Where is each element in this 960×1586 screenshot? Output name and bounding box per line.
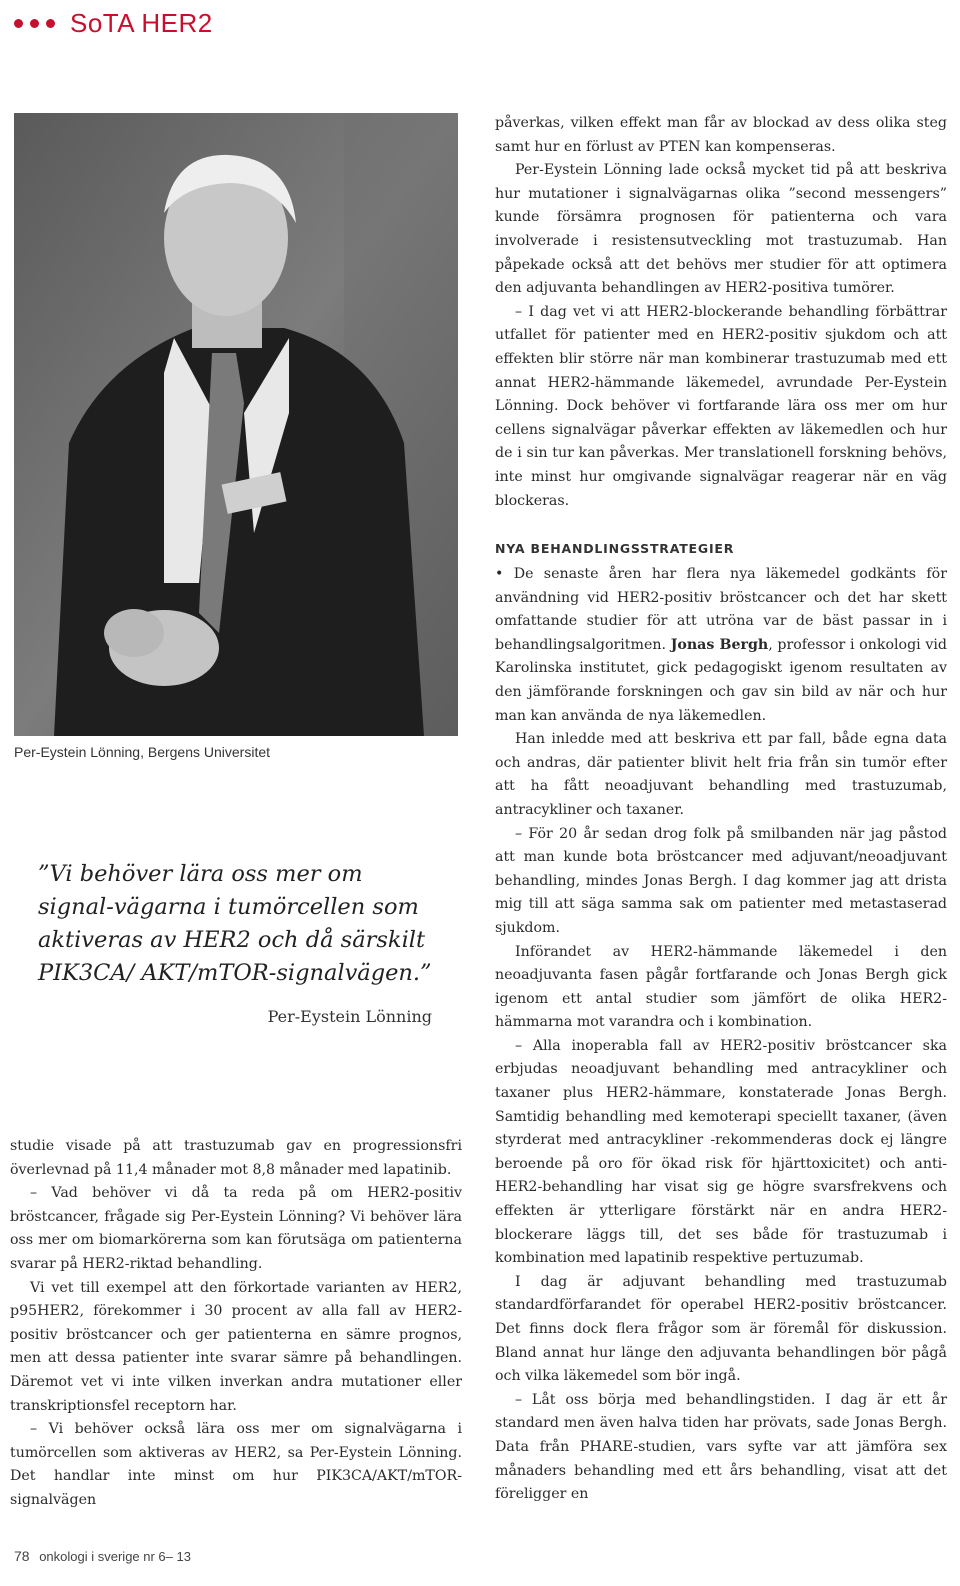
paragraph: – Låt oss börja med behandlingstiden. I dag är ett år standard men även halva tiden har prövats, sade Jonas Bergh. Data från PHARE-studien, vars syfte var att jämföra sex månaders behandling med ett års behandling, visat att det föreligger en: [495, 1391, 947, 1503]
right-article-column-top: [495, 112, 947, 513]
publication-name: onkologi i sverige nr 6– 13: [39, 1549, 191, 1564]
section-subheading: NYA BEHANDLINGSSTRATEGIER: [495, 541, 735, 556]
right-article-column-bottom: [495, 563, 947, 1507]
paragraph: I dag är adjuvant behandling med trastuzumab standardförfarandet för operabel HER2-positiv bröstcancer. Det finns dock flera frågor som är föremål för diskussion. Bland annat hur länge den adjuvanta behandlingen bör pågå och vilka läkemedel som bör ingå.: [495, 1273, 947, 1385]
paragraph: studie visade på att trastuzumab gav en progressionsfri överlevnad på 11,4 månader mot 8,8 månader med lapatinib.: [10, 1138, 462, 1178]
section-title: SoTA HER2: [70, 7, 213, 38]
paragraph: Han inledde med att beskriva ett par fall, både egna data och andras, där patienter blivit helt fria från sin tumör efter att ha fått neoadjuvant behandling med trastuzumab, antracykliner och taxaner.: [495, 731, 947, 818]
left-article-column: [10, 1135, 462, 1513]
paragraph-lead: • De senaste åren har flera nya läkemedel godkänts för användning vid HER2-positiv bröstcancer och det har skett omfattande studier för att utröna var de bäst passar in i behandlingsalgoritmen.: [495, 566, 947, 653]
page-footer: [14, 1548, 191, 1564]
paragraph: – För 20 år sedan drog folk på smilbanden när jag påstod att man kunde bota bröstcancer med adjuvant/neoadjuvant behandling, mindes Jonas Bergh. I dag kommer jag att drista mig till att säga samma sak om patienter med metastaserad sjukdom.: [495, 825, 947, 936]
paragraph-rest: , professor i onkologi vid Karolinska institutet, gick pedagogiskt igenom resultaten av den jämförande forskningen och gav sin bild av när och hur man kan använda de nya läkemedlen.: [495, 636, 947, 724]
bullet-dot-icon: [14, 19, 23, 28]
bullet-dot-icon: [46, 19, 55, 28]
page-number: 78: [14, 1548, 30, 1564]
section-header: [14, 8, 213, 38]
pull-quote: ”Vi behöver lära oss mer om signal-vägarna i tumörcellen som aktiveras av HER2 och då särskilt PIK3CA/ AKT/mTOR-signalvägen.”: [38, 861, 432, 986]
portrait-photo: [14, 113, 458, 736]
paragraph: Per-Eystein Lönning lade också mycket tid på att beskriva hur mutationer i signalvägarnas olika ”second messengers” kunde försämra prognosen för patienterna och vara involverade i resistensutveckling mot trastuzumab. Han påpekade också att det behövs mer studier för att optimera den adjuvanta behandlingen av HER2-positiva tumörer.: [495, 162, 947, 297]
photo-caption: Per-Eystein Lönning, Bergens Universitet: [14, 744, 271, 760]
portrait-photo-icon: [14, 113, 458, 736]
paragraph: Införandet av HER2-hämmande läkemedel i den neoadjuvanta fasen pågår fortfarande och Jonas Bergh gick igenom ett antal studier som jämfört de olika HER2-hämmarna mot varandra och i kombination.: [495, 943, 947, 1031]
paragraph: Vi vet till exempel att den förkortade varianten av HER2, p95HER2, förekommer i 30 procent av alla fall av HER2-positiv bröstcancer och ger patienterna en sämre prognos, men att dessa patienter inte svarar sämre på behandlingen. Däremot vet vi inte vilken inverkan andra mutationer eller transkriptionsfel receptorn har.: [10, 1279, 462, 1414]
bullet-dot-icon: [30, 19, 39, 28]
paragraph: – Alla inoperabla fall av HER2-positiv bröstcancer ska erbjudas neoadjuvant behandling med antracykliner och taxaner plus HER2-hämmare, konstaterade Jonas Bergh. Samtidig behandling med kemoterapi speciellt taxaner, (även styrderat med antracykliner -rekommenderas dock ej längre beroende på oro för ökad risk för hjärttoxicitet) och anti-HER2-behandling har visat sig ge högre svarsfrekvens och effekten är ytterligare förstärkt när en andra HER2-blockerare läggs till, det ses både för trastuzumab i kombination med lapatinib respektive pertuzumab.: [495, 1037, 947, 1267]
pull-quote-author: Per-Eystein Lönning: [267, 1007, 432, 1026]
paragraph: påverkas, vilken effekt man får av blockad av dess olika steg samt hur en förlust av PTEN kan kompenseras.: [495, 115, 947, 155]
person-name: Jonas Bergh: [670, 636, 769, 653]
paragraph: [495, 563, 947, 728]
paragraph: – Vi behöver också lära oss mer om signalvägarna i tumörcellen som aktiveras av HER2, sa Per-Eystein Lönning. Det handlar inte minst om hur PIK3CA/AKT/mTOR-signalvägen: [10, 1421, 462, 1508]
paragraph: – Vad behöver vi då ta reda på om HER2-positiv bröstcancer, frågade sig Per-Eystein Lönning? Vi behöver lära oss mer om biomarkörerna som kan förutsäga om patienterna svarar på HER2-riktad behandling.: [10, 1185, 462, 1272]
paragraph: – I dag vet vi att HER2-blockerande behandling förbättrar utfallet för patienter med en HER2-positiv sjukdom och att effekten blir större när man kombinerar trastuzumab med ett annat HER2-hämmande läkemedel, avrundade Per-Eystein Lönning. Dock behöver vi fortfarande lära oss mer om hur cellens signalvägar påverkar effekten av läkemedlen och hur de i sin tur kan påverkas. Mer translationell forskning behövs, inte minst hur omgivande signalvägar reagerar när en väg blockeras.: [495, 303, 947, 509]
